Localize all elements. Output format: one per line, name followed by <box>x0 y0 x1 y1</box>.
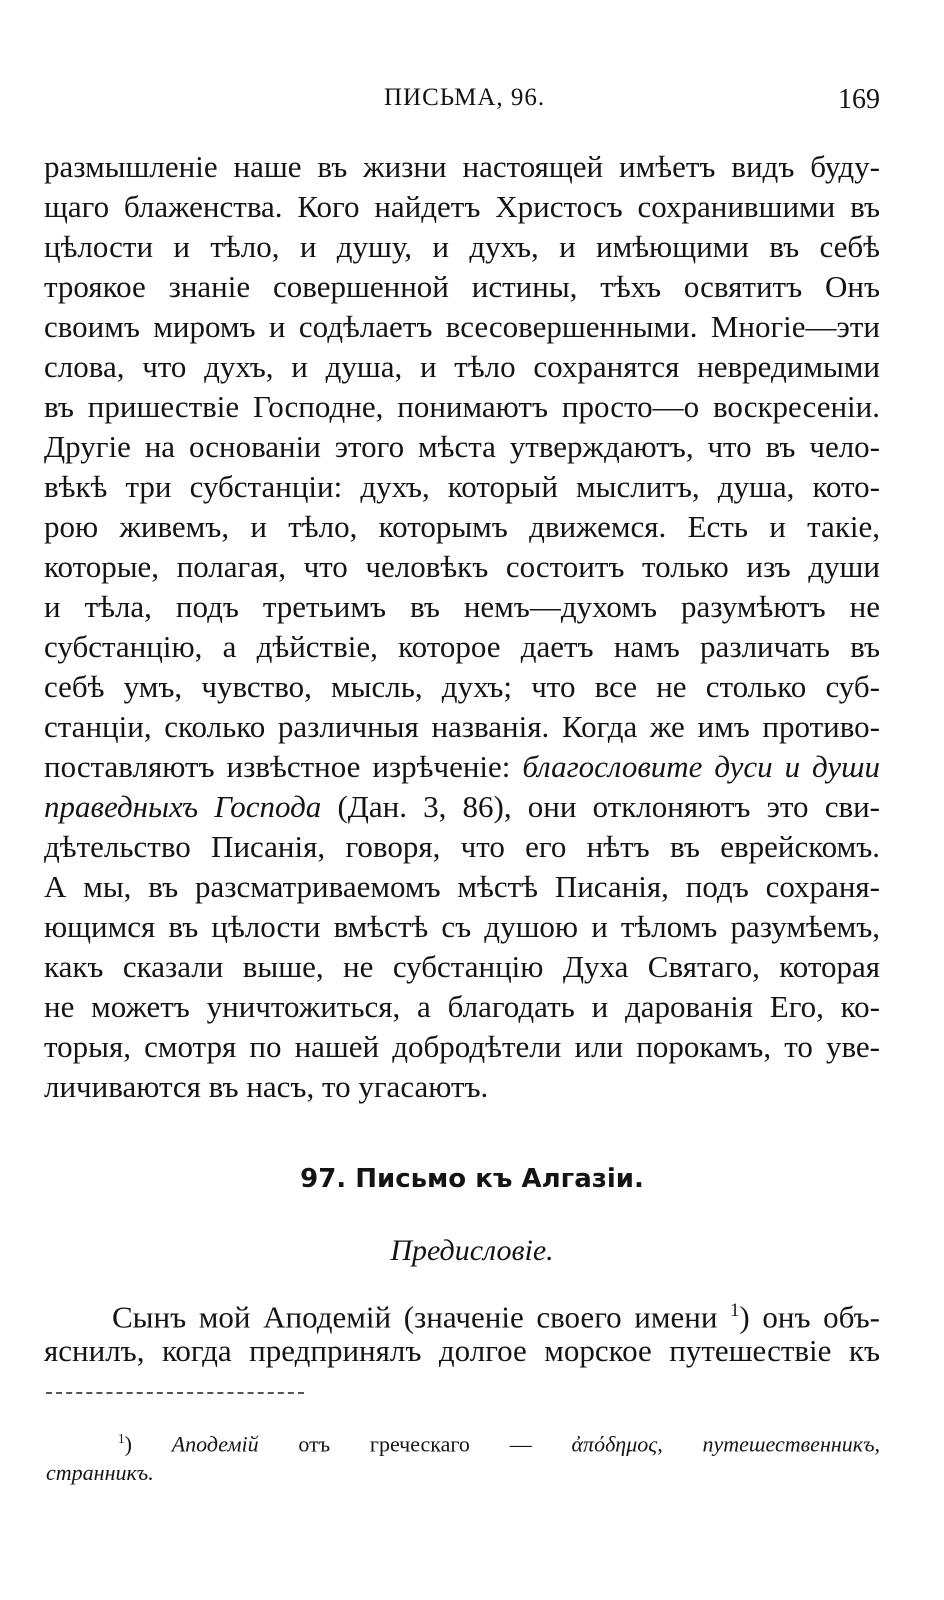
page-header <box>44 84 880 116</box>
body-line: яснилъ, когда предпринялъ долгое морское путешествіе къ <box>44 1333 880 1368</box>
body-line: ющимся въ цѣлости вмѣстѣ съ душою и тѣломъ разумѣемъ, <box>44 909 880 944</box>
body-line: своимъ миромъ и содѣлаетъ всесовершенными. Многіе—эти <box>44 309 880 344</box>
body-line: слова, что духъ, и душа, и тѣло сохранятся невредимыми <box>44 349 880 384</box>
body-line: какъ сказали выше, не субстанцію Духа Святаго, которая <box>44 949 880 984</box>
body-line: и тѣла, подъ третьимъ въ немъ—духомъ разумѣютъ не <box>44 589 880 624</box>
line-text: ) онъ объ- <box>739 1299 880 1335</box>
section-subtitle: Предисловіе. <box>390 1234 554 1267</box>
scripture-quote: праведныхъ Господа <box>44 789 322 824</box>
body-line <box>112 1292 880 1335</box>
body-line: въ пришествіе Господне, понимаютъ просто—о воскресеніи. <box>44 389 880 424</box>
footnote-line: $^1$) Аподемій отъ греческаго — ἀπόδημος, путешественникъ, <box>118 1431 880 1457</box>
line-text: Сынъ мой Аподемій (значеніе своего имени <box>112 1299 731 1335</box>
body-line: троякое знаніе совершенной истины, тѣхъ освятитъ Онъ <box>44 269 880 304</box>
body-line: А мы, въ разсматриваемомъ мѣстѣ Писанія, подъ сохраня- <box>44 869 880 904</box>
body-line: щаго блаженства. Кого найдетъ Христосъ сохранившими въ <box>44 189 880 224</box>
body-line: вѣкѣ три субстанціи: духъ, который мыслитъ, душа, кото- <box>44 469 880 504</box>
footnote-divider <box>46 1392 304 1394</box>
footnote-reference: 1 <box>730 1300 740 1321</box>
body-line: не можетъ уничтожиться, а благодать и дарованія Его, ко- <box>44 989 880 1024</box>
page-number: 169 <box>838 84 880 115</box>
footnote-meaning: странникъ. <box>46 1460 154 1485</box>
footnote-comma: , <box>657 1431 703 1457</box>
body-line: Другіе на основаніи этого мѣста утверждаютъ, что въ чело- <box>44 429 880 464</box>
footnote-term: Аподемій <box>171 1431 259 1457</box>
body-line: личиваются въ насъ, то угасаютъ. <box>44 1069 489 1104</box>
footnote-marker: 1 <box>118 1431 125 1446</box>
body-line: дѣтельство Писанія, говоря, что его нѣтъ въ еврейскомъ. <box>44 829 880 864</box>
footnote-line <box>46 1458 880 1488</box>
body-line: рою живемъ, и тѣло, которымъ движемся. Есть и такіе, <box>44 509 880 544</box>
greek-word: ἀπόδημος <box>571 1431 658 1457</box>
body-line: цѣлости и тѣло, и душу, и духъ, и имѣющими въ себѣ <box>44 229 880 264</box>
body-line: субстанцію, а дѣйствіе, которое даетъ намъ различать въ <box>44 629 880 664</box>
body-line: торыя, смотря по нашей добродѣтели или порокамъ, то уве- <box>44 1029 880 1064</box>
body-line: которые, полагая, что человѣкъ состоитъ только изъ души <box>44 549 880 584</box>
body-line: станціи, сколько различныя названія. Когда же имъ противо- <box>44 709 880 744</box>
quote-tail: (Дан. 3, 86), они отклоняютъ это сви- <box>321 789 881 824</box>
section-title: 97. Письмо къ Алгазіи. <box>300 1164 644 1194</box>
footnote-meaning: путешественникъ, <box>702 1431 880 1457</box>
quote-line <box>44 748 880 786</box>
body-line: себѣ умъ, чувство, мысль, духъ; что все не столько суб- <box>44 669 880 704</box>
scripture-quote: благословите дуси и души <box>522 749 880 784</box>
quote-lead: поставляютъ извѣстное изрѣченіе: <box>44 749 523 784</box>
body-line: размышленіе наше въ жизни настоящей имѣетъ видъ буду- <box>44 149 880 184</box>
quote-line <box>44 788 880 826</box>
running-head: ПИСЬМА, 96. <box>384 84 546 111</box>
footnote-text: отъ греческаго — <box>258 1431 572 1457</box>
